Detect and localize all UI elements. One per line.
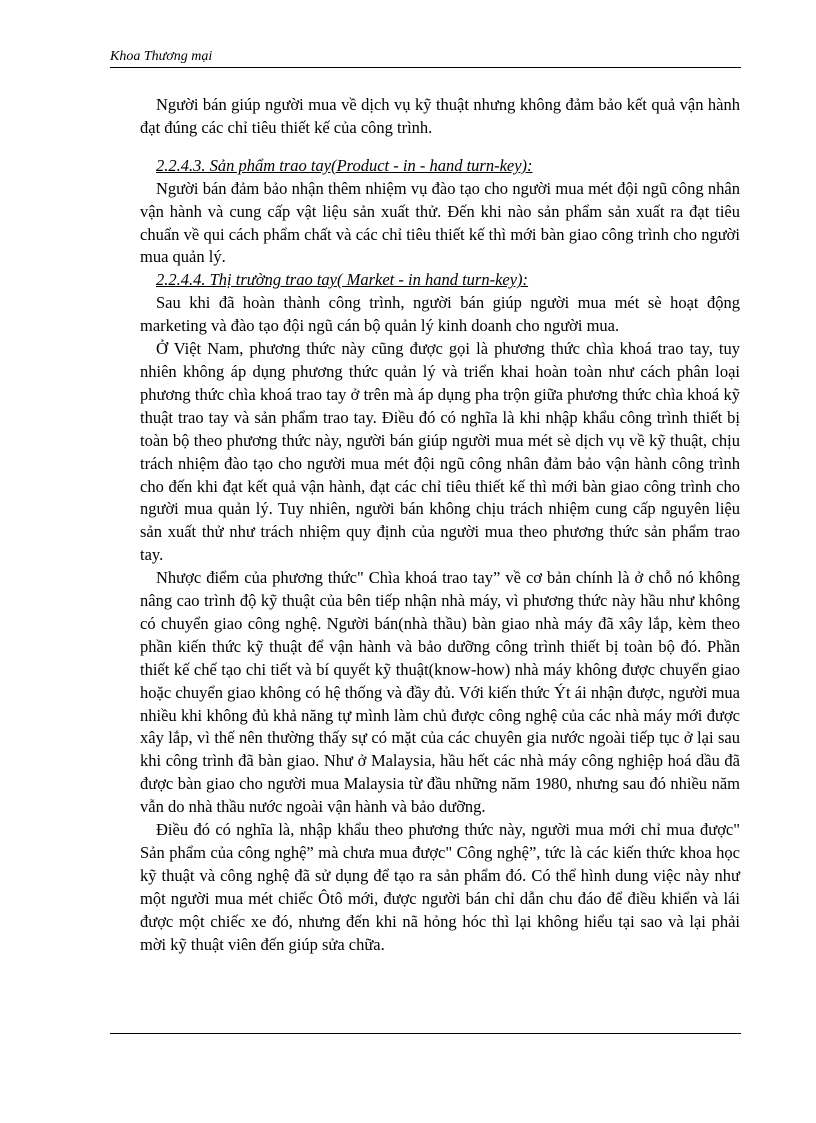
page-header — [110, 47, 741, 68]
paragraph-6: Điều đó có nghĩa là, nhập khẩu theo phương thức này, người mua mới chỉ mua được" Sản phẩm của công nghệ” mà chưa mua được" Công nghệ”, tức là các kiến thức khoa học kỹ thuật và công nghệ đã sử dụng để tạo ra sản phẩm đó. Có thể hình dung việc này như một người mua mét chiếc Ôtô mới, được người bán chỉ dẫn chu đáo để điều khiển và lái được một chiếc xe đó, nhưng đến khi nã hỏng hóc thì lại không hiểu tại sao và lại phải mời kỹ thuật viên đến giúp sửa chữa. — [140, 820, 740, 954]
section-heading-2-2-4-3: 2.2.4.3. Sản phẩm trao tay(Product - in - hand turn-key): — [156, 155, 533, 175]
header-title: Khoa Thương mại — [110, 49, 213, 64]
paragraph-5: Nhược điểm của phương thức" Chìa khoá trao tay” về cơ bản chính là ở chỗ nó không nâng cao trình độ kỹ thuật của bên tiếp nhận nhà máy, vì phương thức này hầu như không có chuyển giao công nghệ. Người bán(nhà thầu) bàn giao nhà máy đã xây lắp, kèm theo phần kiến thức kỹ thuật để vận hành và bảo dưỡng công trình thiết bị toàn bộ đó. Phần thiết kế chế tạo chi tiết và bí quyết kỹ thuật(know-how) nhà máy không được chuyển giao hoặc chuyển giao không có hệ thống và đầy đủ. Với kiến thức Ýt ái nhận được, người mua nhiều khi không đủ khả năng tự mình làm chủ được công nghệ của các nhà máy mới được xây lắp, vì thế nên thường thấy sự có mặt của các chuyên gia nước ngoài tiếp tục ở lại sau khi công trình đã bàn giao. Như ở Malaysia, hầu hết các nhà máy công nghiệp hoá dầu đã được bàn giao cho người mua Malaysia từ đầu những năm 1980, nhưng sau đó nhiều năm vẫn do nhà thầu nước ngoài vận hành và bảo dưỡng. — [140, 568, 740, 817]
footer-divider — [110, 1033, 741, 1034]
document-body — [140, 94, 740, 957]
paragraph-1: Người bán giúp người mua về dịch vụ kỹ thuật nhưng không đảm bảo kết quả vận hành đạt đúng các chỉ tiêu thiết kế của công trình. — [140, 95, 740, 137]
paragraph-2: Người bán đảm bảo nhận thêm nhiệm vụ đào tạo cho người mua mét đội ngũ công nhân vận hành và cung cấp vật liệu sản xuất thử. Đến khi nào sản phẩm sản xuất ra đạt tiêu chuẩn về qui cách phẩm chất và các chỉ tiêu thiết kế thì mới bàn giao công trình cho người mua quản lý. — [140, 178, 740, 267]
paragraph-4: Ở Việt Nam, phương thức này cũng được gọi là phương thức chìa khoá trao tay, tuy nhiên không áp dụng phương thức quản lý và triển khai hoàn toàn như cách phân loại phương thức chìa khoá trao tay ở trên mà áp dụng pha trộn giữa phương thức chìa khoá kỹ thuật trao tay và sản phẩm trao tay. Điều đó có nghĩa là khi nhập khẩu công trình thiết bị toàn bộ theo phương thức này, người bán giúp người mua mét sè dịch vụ về kỹ thuật, chịu trách nhiệm đào tạo cho người mua mét đội ngũ công nhân đảm bảo vận hành công trình cho đến khi đạt kết quả vận hành, đạt các chỉ tiêu thiết kế thì mới bàn giao công trình cho người mua quản lý. Tuy nhiên, người bán không chịu trách nhiệm cung cấp nguyên liệu sản xuất thử như trách nhiệm quy định của người mua theo phương thức sản phẩm trao tay. — [140, 339, 740, 565]
paragraph-3: Sau khi đã hoàn thành công trình, người bán giúp người mua mét sè hoạt động marketing và đào tạo đội ngũ cán bộ quản lý kinh doanh cho người mua. — [140, 293, 740, 336]
section-heading-2-2-4-4: 2.2.4.4. Thị trường trao tay( Market - in hand turn-key): — [156, 270, 529, 290]
